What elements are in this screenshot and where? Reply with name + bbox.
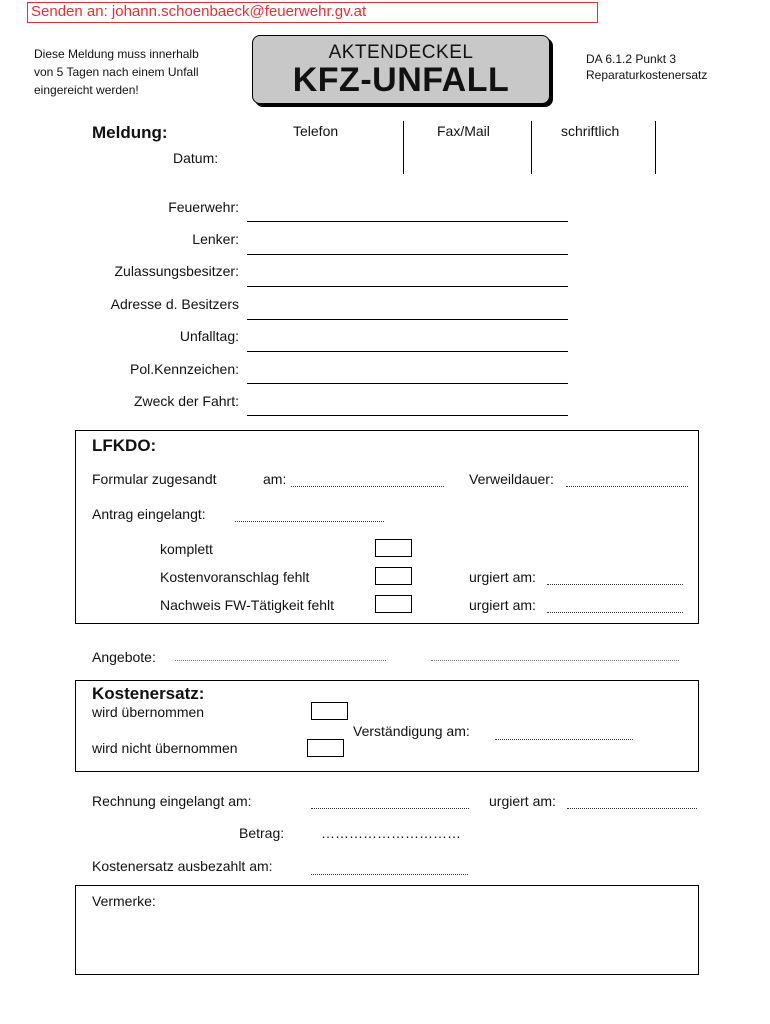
kostenvoranschlag-label: Kostenvoranschlag fehlt bbox=[160, 569, 310, 585]
verstaendigung-label: Verständigung am: bbox=[353, 723, 470, 739]
field-label-lenker: Lenker: bbox=[192, 231, 239, 247]
col-telefon: Telefon bbox=[293, 123, 339, 139]
formular-am-label: am: bbox=[263, 471, 287, 487]
angebote-field-2[interactable] bbox=[431, 660, 679, 661]
field-label-feuerwehr: Feuerwehr: bbox=[168, 199, 239, 215]
datum-label: Datum: bbox=[173, 150, 219, 166]
regulation-reference bbox=[586, 51, 707, 83]
antrag-date-field[interactable] bbox=[235, 521, 384, 522]
field-label-zulassungsbesitzer: Zulassungsbesitzer: bbox=[114, 263, 239, 279]
field-line-kennzeichen[interactable] bbox=[247, 383, 568, 384]
rechnung-label: Rechnung eingelangt am: bbox=[92, 793, 252, 809]
urgiert-field-1[interactable] bbox=[547, 584, 683, 585]
field-line-feuerwehr[interactable] bbox=[247, 221, 568, 222]
kostenersatz-heading: Kostenersatz: bbox=[92, 684, 205, 703]
title-top: AKTENDECKEL bbox=[328, 42, 474, 63]
notice-line: eingereicht werden! bbox=[34, 83, 139, 97]
field-line-unfalltag[interactable] bbox=[247, 351, 568, 352]
column-divider bbox=[655, 121, 656, 174]
rechnung-urgiert-field[interactable] bbox=[567, 808, 697, 809]
col-schriftlich: schriftlich bbox=[561, 123, 620, 139]
field-line-adresse[interactable] bbox=[247, 319, 568, 320]
urgiert-field-2[interactable] bbox=[547, 612, 683, 613]
title-main: KFZ-UNFALL bbox=[292, 61, 510, 99]
formular-date-field[interactable] bbox=[291, 486, 444, 487]
field-label-adresse: Adresse d. Besitzers bbox=[110, 296, 239, 312]
uebernommen-checkbox[interactable] bbox=[311, 702, 348, 720]
antrag-label: Antrag eingelangt: bbox=[92, 506, 206, 522]
rechnung-date-field[interactable] bbox=[311, 808, 469, 809]
column-divider bbox=[531, 121, 532, 174]
field-label-unfalltag: Unfalltag: bbox=[179, 328, 239, 344]
column-divider bbox=[403, 121, 404, 174]
vermerke-label: Vermerke: bbox=[92, 893, 156, 909]
rechnung-urgiert-label: urgiert am: bbox=[489, 793, 556, 809]
ref-line: DA 6.1.2 Punkt 3 bbox=[586, 52, 677, 66]
angebote-field-1[interactable] bbox=[175, 660, 386, 661]
send-to-box: Senden an: johann.schoenbaeck@feuerwehr.gv.at bbox=[27, 2, 598, 23]
kostenvoranschlag-checkbox[interactable] bbox=[375, 567, 412, 585]
notice-line: Diese Meldung muss innerhalb bbox=[34, 47, 199, 61]
notice-line: von 5 Tagen nach einem Unfall bbox=[34, 65, 199, 79]
komplett-checkbox[interactable] bbox=[375, 539, 412, 557]
nicht-uebernommen-label: wird nicht übernommen bbox=[92, 740, 238, 756]
nachweis-checkbox[interactable] bbox=[375, 595, 412, 613]
col-faxmail: Fax/Mail bbox=[437, 123, 490, 139]
verweildauer-field[interactable] bbox=[566, 486, 688, 487]
field-line-zulassungsbesitzer[interactable] bbox=[247, 286, 568, 287]
field-line-zweck[interactable] bbox=[247, 415, 568, 416]
betrag-label: Betrag: bbox=[239, 825, 285, 841]
meldung-heading: Meldung: bbox=[92, 123, 168, 142]
urgiert-label-2: urgiert am: bbox=[469, 597, 536, 613]
urgiert-label-1: urgiert am: bbox=[469, 569, 536, 585]
angebote-label: Angebote: bbox=[92, 649, 156, 665]
deadline-notice bbox=[34, 45, 199, 99]
title-box bbox=[252, 35, 550, 104]
verstaendigung-field[interactable] bbox=[495, 739, 633, 740]
ref-line: Reparaturkostenersatz bbox=[586, 68, 708, 82]
lfkdo-heading: LFKDO: bbox=[92, 436, 157, 455]
nicht-uebernommen-checkbox[interactable] bbox=[307, 739, 344, 757]
field-label-zweck: Zweck der Fahrt: bbox=[133, 393, 239, 409]
ausbezahlt-label: Kostenersatz ausbezahlt am: bbox=[92, 858, 273, 874]
uebernommen-label: wird übernommen bbox=[92, 704, 205, 720]
nachweis-label: Nachweis FW-Tätigkeit fehlt bbox=[160, 597, 335, 613]
verweildauer-label: Verweildauer: bbox=[469, 471, 554, 487]
field-label-kennzeichen: Pol.Kennzeichen: bbox=[130, 361, 239, 377]
vermerke-box[interactable] bbox=[75, 885, 699, 975]
formular-label: Formular zugesandt bbox=[92, 471, 217, 487]
komplett-label: komplett bbox=[160, 541, 213, 557]
field-line-lenker[interactable] bbox=[247, 254, 568, 255]
ausbezahlt-date-field[interactable] bbox=[311, 874, 468, 875]
betrag-field[interactable]: ………………………… bbox=[321, 825, 461, 841]
